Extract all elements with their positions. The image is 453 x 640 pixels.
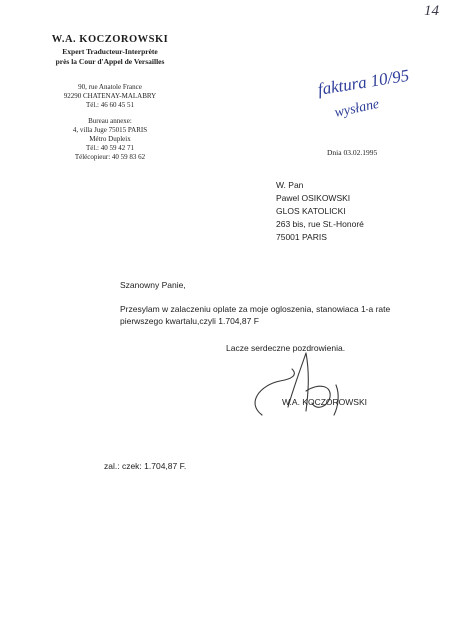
salutation: Szanowny Panie,	[120, 280, 186, 290]
letterhead-title-1: Expert Traducteur-Interprète	[62, 47, 158, 56]
letterhead-title-2: près la Cour d'Appel de Versailles	[55, 57, 165, 66]
address-1-city: 92290 CHATENAY-MALABRY	[63, 92, 157, 100]
body-paragraph-line-2: pierwszego kwartalu,czyli 1.704,87 F	[120, 316, 259, 326]
recipient-line-3: GLOS KATOLICKI	[276, 206, 346, 216]
handwritten-signature	[240, 345, 380, 420]
recipient-line-1: W. Pan	[276, 180, 304, 190]
office-label: Bureau annexe:	[88, 117, 132, 125]
address-2-street: 4, villa Juge 75015 PARIS	[72, 126, 148, 134]
recipient-line-4: 263 bis, rue St.-Honoré	[276, 219, 364, 229]
address-2-fax: Télécopieur: 40 59 83 62	[74, 153, 146, 161]
handwritten-annotation-2: wysłane	[333, 96, 381, 121]
letter-date: Dnia 03.02.1995	[327, 148, 378, 157]
letterhead-name: W.A. KOCZOROWSKI	[51, 34, 169, 45]
signature-name: W.A. KOCZOROWSKI	[282, 397, 368, 407]
closing-line: Lacze serdeczne pozdrowienia.	[226, 343, 346, 353]
recipient-line-5: 75001 PARIS	[276, 232, 327, 242]
body-paragraph-line-1: Przesylam w zalaczeniu oplate za moje ogloszenia, stanowiaca 1-a rate	[120, 304, 391, 314]
recipient-line-2: Pawel OSIKOWSKI	[276, 193, 351, 203]
address-1-phone: Tél.: 46 60 45 51	[85, 101, 135, 109]
address-1-street: 90, rue Anatole France	[78, 83, 142, 91]
page-number: 14	[424, 3, 439, 19]
handwritten-annotation-1: faktura 10/95	[316, 65, 411, 99]
enclosure-note: zal.: czek: 1.704,87 F.	[104, 461, 187, 471]
address-2-phone: Tél.: 40 59 42 71	[85, 144, 135, 152]
address-2-metro: Métro Dupleix	[89, 135, 131, 143]
